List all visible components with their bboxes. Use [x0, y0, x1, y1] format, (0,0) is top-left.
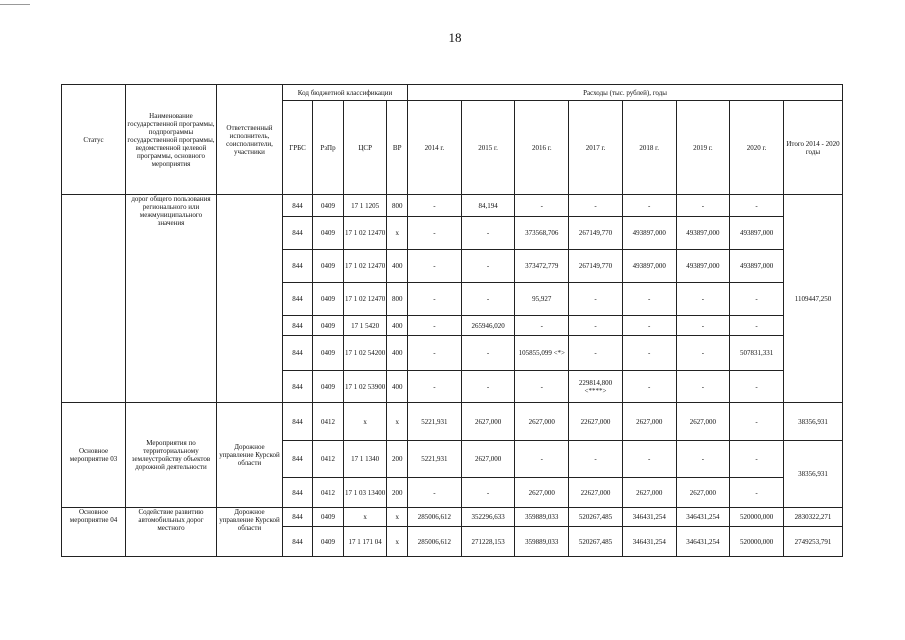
value-cell: 493897,000 — [622, 217, 676, 250]
csr-cell: х — [343, 403, 386, 441]
value-cell: - — [515, 371, 569, 403]
vr-cell: 400 — [387, 336, 408, 371]
value-cell: 229814,800 <****> — [569, 371, 623, 403]
value-cell: 22627,000 — [569, 478, 623, 508]
vr-cell: 200 — [387, 478, 408, 508]
csr-cell: 17 1 02 12470 — [343, 250, 386, 283]
value-cell: 520000,000 — [730, 527, 784, 557]
status-cell: Основное мероприятие 03 — [62, 403, 126, 508]
header-year: 2015 г. — [461, 101, 515, 195]
total-cell: 38356,931 — [783, 441, 842, 508]
value-cell: 285006,612 — [408, 527, 462, 557]
value-cell: 346431,254 — [622, 508, 676, 527]
grbs-cell: 844 — [283, 508, 313, 527]
grbs-cell: 844 — [283, 527, 313, 557]
rzpr-cell: 0409 — [312, 283, 343, 316]
header-budget-code: Код бюджетной классификации — [283, 85, 408, 101]
value-cell: 493897,000 — [622, 250, 676, 283]
rzpr-cell: 0409 — [312, 195, 343, 217]
value-cell: 346431,254 — [676, 508, 730, 527]
value-cell: - — [622, 441, 676, 478]
vr-cell: 800 — [387, 283, 408, 316]
value-cell: - — [730, 371, 784, 403]
csr-cell: 17 1 5420 — [343, 316, 386, 336]
value-cell: - — [461, 336, 515, 371]
value-cell: - — [730, 195, 784, 217]
status-cell: Основное мероприятие 04 — [62, 508, 126, 557]
vr-cell: х — [387, 527, 408, 557]
value-cell: - — [408, 371, 462, 403]
value-cell: - — [622, 316, 676, 336]
value-cell: - — [676, 316, 730, 336]
total-cell: 38356,931 — [783, 403, 842, 441]
value-cell: 493897,000 — [676, 217, 730, 250]
rzpr-cell: 0412 — [312, 403, 343, 441]
value-cell: 352296,633 — [461, 508, 515, 527]
value-cell: 22627,000 — [569, 403, 623, 441]
value-cell: - — [408, 283, 462, 316]
value-cell: - — [461, 371, 515, 403]
program-name-cell: Содействие развитию автомобильных дорог местного — [126, 508, 217, 557]
grbs-cell: 844 — [283, 371, 313, 403]
header-year: 2019 г. — [676, 101, 730, 195]
budget-table — [61, 84, 843, 557]
value-cell: 285006,612 — [408, 508, 462, 527]
header-expenses: Расходы (тыс. рублей), годы — [408, 85, 843, 101]
csr-cell: 17 1 02 53900 — [343, 371, 386, 403]
vr-cell: х — [387, 508, 408, 527]
value-cell: 2627,000 — [461, 403, 515, 441]
header-vr: ВР — [387, 101, 408, 195]
value-cell: 2627,000 — [676, 478, 730, 508]
value-cell: - — [408, 217, 462, 250]
value-cell: - — [408, 478, 462, 508]
vr-cell: 800 — [387, 195, 408, 217]
header-responsible: Ответственный исполнитель, соисполнители, участники — [216, 85, 282, 195]
program-name-cell: Мероприятия по территориальному землеустройству объектов дорожной деятельности — [126, 403, 217, 508]
rzpr-cell: 0412 — [312, 441, 343, 478]
value-cell: 2627,000 — [515, 403, 569, 441]
value-cell: - — [569, 441, 623, 478]
vr-cell: х — [387, 403, 408, 441]
status-cell — [62, 195, 126, 403]
value-cell: 2627,000 — [461, 441, 515, 478]
value-cell: 5221,931 — [408, 403, 462, 441]
rzpr-cell: 0409 — [312, 336, 343, 371]
vr-cell: 400 — [387, 371, 408, 403]
value-cell: 520000,000 — [730, 508, 784, 527]
value-cell: 265946,020 — [461, 316, 515, 336]
csr-cell: 17 1 171 04 — [343, 527, 386, 557]
grbs-cell: 844 — [283, 403, 313, 441]
grbs-cell: 844 — [283, 316, 313, 336]
rzpr-cell: 0409 — [312, 250, 343, 283]
header-name: Наименование государственной программы, подпрограммы государственной программы, ведомственной целевой программы, основного мероприятия — [126, 85, 217, 195]
grbs-cell: 844 — [283, 478, 313, 508]
value-cell: 493897,000 — [676, 250, 730, 283]
table-row — [62, 195, 843, 217]
value-cell: - — [408, 195, 462, 217]
responsible-cell: Дорожное управление Курской области — [216, 403, 282, 508]
value-cell: - — [676, 371, 730, 403]
value-cell: 271228,153 — [461, 527, 515, 557]
value-cell: - — [408, 316, 462, 336]
value-cell: - — [569, 336, 623, 371]
value-cell: 95,927 — [515, 283, 569, 316]
value-cell: - — [730, 283, 784, 316]
rzpr-cell: 0409 — [312, 371, 343, 403]
value-cell: 346431,254 — [676, 527, 730, 557]
rzpr-cell: 0409 — [312, 217, 343, 250]
value-cell: - — [676, 195, 730, 217]
grbs-cell: 844 — [283, 217, 313, 250]
value-cell: - — [461, 217, 515, 250]
value-cell: - — [461, 478, 515, 508]
table-row — [62, 403, 843, 441]
value-cell: - — [515, 195, 569, 217]
value-cell: - — [569, 195, 623, 217]
grbs-cell: 844 — [283, 250, 313, 283]
value-cell: - — [676, 283, 730, 316]
value-cell: 373568,706 — [515, 217, 569, 250]
value-cell: 2627,000 — [622, 403, 676, 441]
grbs-cell: 844 — [283, 283, 313, 316]
table-header — [62, 85, 843, 195]
csr-cell: 17 1 02 12470 — [343, 283, 386, 316]
value-cell: - — [461, 283, 515, 316]
header-year: 2020 г. — [730, 101, 784, 195]
value-cell: 84,194 — [461, 195, 515, 217]
value-cell: 493897,000 — [730, 250, 784, 283]
value-cell: - — [730, 441, 784, 478]
value-cell: 359889,033 — [515, 508, 569, 527]
value-cell: - — [622, 371, 676, 403]
header-rzpr: РзПр — [312, 101, 343, 195]
value-cell: - — [676, 441, 730, 478]
value-cell: - — [730, 478, 784, 508]
value-cell: 267149,770 — [569, 217, 623, 250]
value-cell: 2627,000 — [622, 478, 676, 508]
header-total: Итого 2014 - 2020 годы — [783, 101, 842, 195]
responsible-cell: Дорожное управление Курской области — [216, 508, 282, 557]
value-cell: - — [622, 336, 676, 371]
total-cell: 2830322,271 — [783, 508, 842, 527]
value-cell: - — [730, 316, 784, 336]
scan-artifact-line — [0, 4, 30, 5]
value-cell: 493897,000 — [730, 217, 784, 250]
value-cell: 2627,000 — [676, 403, 730, 441]
value-cell: - — [622, 195, 676, 217]
value-cell: 507831,331 — [730, 336, 784, 371]
header-csr: ЦСР — [343, 101, 386, 195]
header-status: Статус — [62, 85, 126, 195]
value-cell: 520267,485 — [569, 527, 623, 557]
value-cell: - — [515, 316, 569, 336]
vr-cell: 400 — [387, 316, 408, 336]
value-cell: - — [569, 316, 623, 336]
value-cell: 346431,254 — [622, 527, 676, 557]
value-cell: - — [408, 250, 462, 283]
header-year: 2016 г. — [515, 101, 569, 195]
csr-cell: 17 1 03 13400 — [343, 478, 386, 508]
value-cell: 373472,779 — [515, 250, 569, 283]
responsible-cell — [216, 195, 282, 403]
csr-cell: 17 1 1205 — [343, 195, 386, 217]
value-cell: - — [622, 283, 676, 316]
header-year: 2014 г. — [408, 101, 462, 195]
value-cell: 267149,770 — [569, 250, 623, 283]
value-cell: 359889,033 — [515, 527, 569, 557]
table-row — [62, 508, 843, 527]
value-cell: 520267,485 — [569, 508, 623, 527]
rzpr-cell: 0409 — [312, 508, 343, 527]
vr-cell: 400 — [387, 250, 408, 283]
csr-cell: 17 1 02 12470 — [343, 217, 386, 250]
value-cell: 105855,099 <*> — [515, 336, 569, 371]
total-cell: 1109447,250 — [783, 195, 842, 403]
program-name-cell: дорог общего пользования регионального или межмуниципального значения — [126, 195, 217, 403]
csr-cell: 17 1 02 54200 — [343, 336, 386, 371]
rzpr-cell: 0409 — [312, 316, 343, 336]
value-cell: - — [569, 283, 623, 316]
grbs-cell: 844 — [283, 441, 313, 478]
page-number: 18 — [448, 30, 462, 45]
csr-cell: х — [343, 508, 386, 527]
value-cell: - — [515, 441, 569, 478]
value-cell: 5221,931 — [408, 441, 462, 478]
header-grbs: ГРБС — [283, 101, 313, 195]
value-cell: - — [461, 250, 515, 283]
csr-cell: 17 1 1340 — [343, 441, 386, 478]
header-year: 2018 г. — [622, 101, 676, 195]
header-year: 2017 г. — [569, 101, 623, 195]
grbs-cell: 844 — [283, 336, 313, 371]
vr-cell: 200 — [387, 441, 408, 478]
value-cell: - — [676, 336, 730, 371]
rzpr-cell: 0412 — [312, 478, 343, 508]
value-cell: 2627,000 — [515, 478, 569, 508]
grbs-cell: 844 — [283, 195, 313, 217]
value-cell: - — [408, 336, 462, 371]
value-cell: - — [730, 403, 784, 441]
vr-cell: х — [387, 217, 408, 250]
total-cell: 2749253,791 — [783, 527, 842, 557]
rzpr-cell: 0409 — [312, 527, 343, 557]
